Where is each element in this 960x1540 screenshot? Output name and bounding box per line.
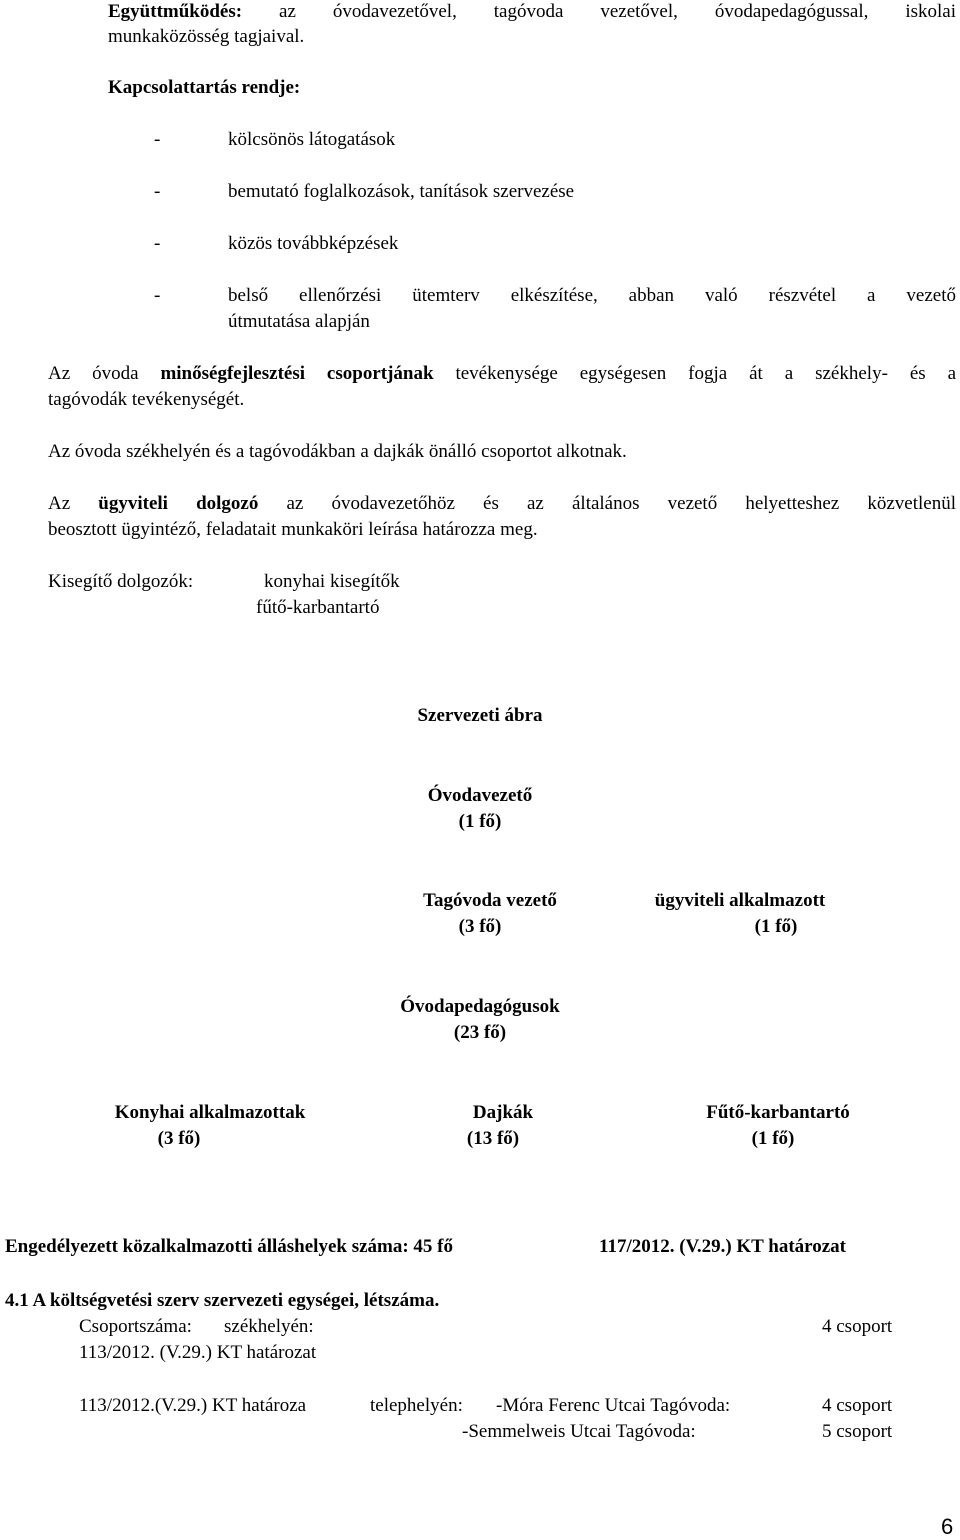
org-level4-count: (3 fő) <box>157 1128 201 1149</box>
group-resolution: 113/2012. (V.29.) KT határozat <box>79 1342 317 1363</box>
list-item-continuation: útmutatása alapján <box>228 311 370 332</box>
org-level2-name: Tagóvoda vezető <box>423 890 557 911</box>
org-level2-count: (3 fő) <box>458 916 502 937</box>
org-level4-name: Dajkák <box>472 1102 534 1123</box>
group-place-label: székhelyén: <box>224 1316 314 1337</box>
site-count: 5 csoport <box>822 1421 893 1442</box>
quality-line-2: tagóvodák tevékenységét. <box>48 389 245 410</box>
list-bullet: - <box>154 181 161 202</box>
list-item: közös továbbképzések <box>228 233 399 254</box>
nannies-paragraph: Az óvoda székhelyén és a tagóvodákban a dajkák önálló csoportot alkotnak. <box>48 441 627 462</box>
org-level2-name: ügyviteli alkalmazott <box>654 890 826 911</box>
section-heading: 4.1 A költségvetési szerv szervezeti egységei, létszáma. <box>5 1290 440 1311</box>
admin-bold-2: dolgozó <box>196 493 259 514</box>
page-number: 6 <box>941 1514 954 1539</box>
org-level4-name: Fűtő-karbantartó <box>706 1102 850 1123</box>
site-count: 4 csoport <box>822 1395 893 1416</box>
org-level4-count: (13 fő) <box>466 1128 520 1149</box>
cooperation-text: az óvodavezetővel, tagóvoda vezetővel, óvodapedagógussal, iskolai <box>279 1 956 22</box>
admin-line-2: beosztott ügyintéző, feladatait munkaköri leírása határozza meg. <box>48 519 538 540</box>
org-head-name: Óvodavezető <box>427 785 533 806</box>
cooperation-line-2: munkaközösség tagjaival. <box>108 26 305 47</box>
org-level4-count: (1 fő) <box>751 1128 795 1149</box>
contact-heading: Kapcsolattartás rendje: <box>108 77 301 98</box>
list-item: belső ellenőrzési ütemterv elkészítése, abban való részvétel a vezető <box>228 285 956 306</box>
org-level3-name: Óvodapedagógusok <box>400 996 560 1017</box>
org-head-count: (1 fő) <box>458 811 502 832</box>
auxiliary-label: Kisegítő dolgozók: <box>48 571 194 592</box>
site-unit: -Móra Ferenc Utcai Tagóvoda: <box>496 1395 731 1416</box>
org-chart-title: Szervezeti ábra <box>417 705 543 726</box>
approved-positions: Engedélyezett közalkalmazotti álláshelyek száma: 45 fő <box>5 1236 454 1257</box>
group-count-value: 4 csoport <box>822 1316 893 1337</box>
org-level3-count: (23 fő) <box>453 1022 507 1043</box>
list-bullet: - <box>154 129 161 150</box>
list-item: kölcsönös látogatások <box>228 129 396 150</box>
cooperation-label: Együttműködés: <box>108 1 243 22</box>
quality-line-1 <box>48 361 956 387</box>
org-level4-name: Konyhai alkalmazottak <box>114 1102 306 1123</box>
org-level2-count: (1 fő) <box>754 916 798 937</box>
list-bullet: - <box>154 285 161 306</box>
quality-bold-2: csoportjának <box>326 363 434 384</box>
admin-bold-1: ügyviteli <box>98 493 168 514</box>
admin-rest: az óvodavezetőhöz és az általános vezető helyetteshez közvetlenül <box>286 493 956 514</box>
auxiliary-role: konyhai kisegítők <box>264 571 400 592</box>
auxiliary-role: fűtő-karbantartó <box>256 597 380 618</box>
cooperation-line-1 <box>108 0 956 25</box>
site-resolution: 113/2012.(V.29.) KT határoza <box>79 1395 307 1416</box>
site-unit: -Semmelweis Utcai Tagóvoda: <box>462 1421 696 1442</box>
quality-rest: tevékenysége egységesen fogja át a székhely- és a <box>455 363 957 384</box>
list-bullet: - <box>154 233 161 254</box>
list-item: bemutató foglalkozások, tanítások szervezése <box>228 181 575 202</box>
quality-bold-1: minőségfejlesztési <box>160 363 305 384</box>
site-label: telephelyén: <box>370 1395 463 1416</box>
admin-pre: Az <box>48 493 71 514</box>
quality-pre: Az óvoda <box>48 363 139 384</box>
admin-line-1 <box>48 491 956 517</box>
group-count-label: Csoportszáma: <box>79 1316 192 1337</box>
approved-resolution: 117/2012. (V.29.) KT határozat <box>599 1236 847 1257</box>
